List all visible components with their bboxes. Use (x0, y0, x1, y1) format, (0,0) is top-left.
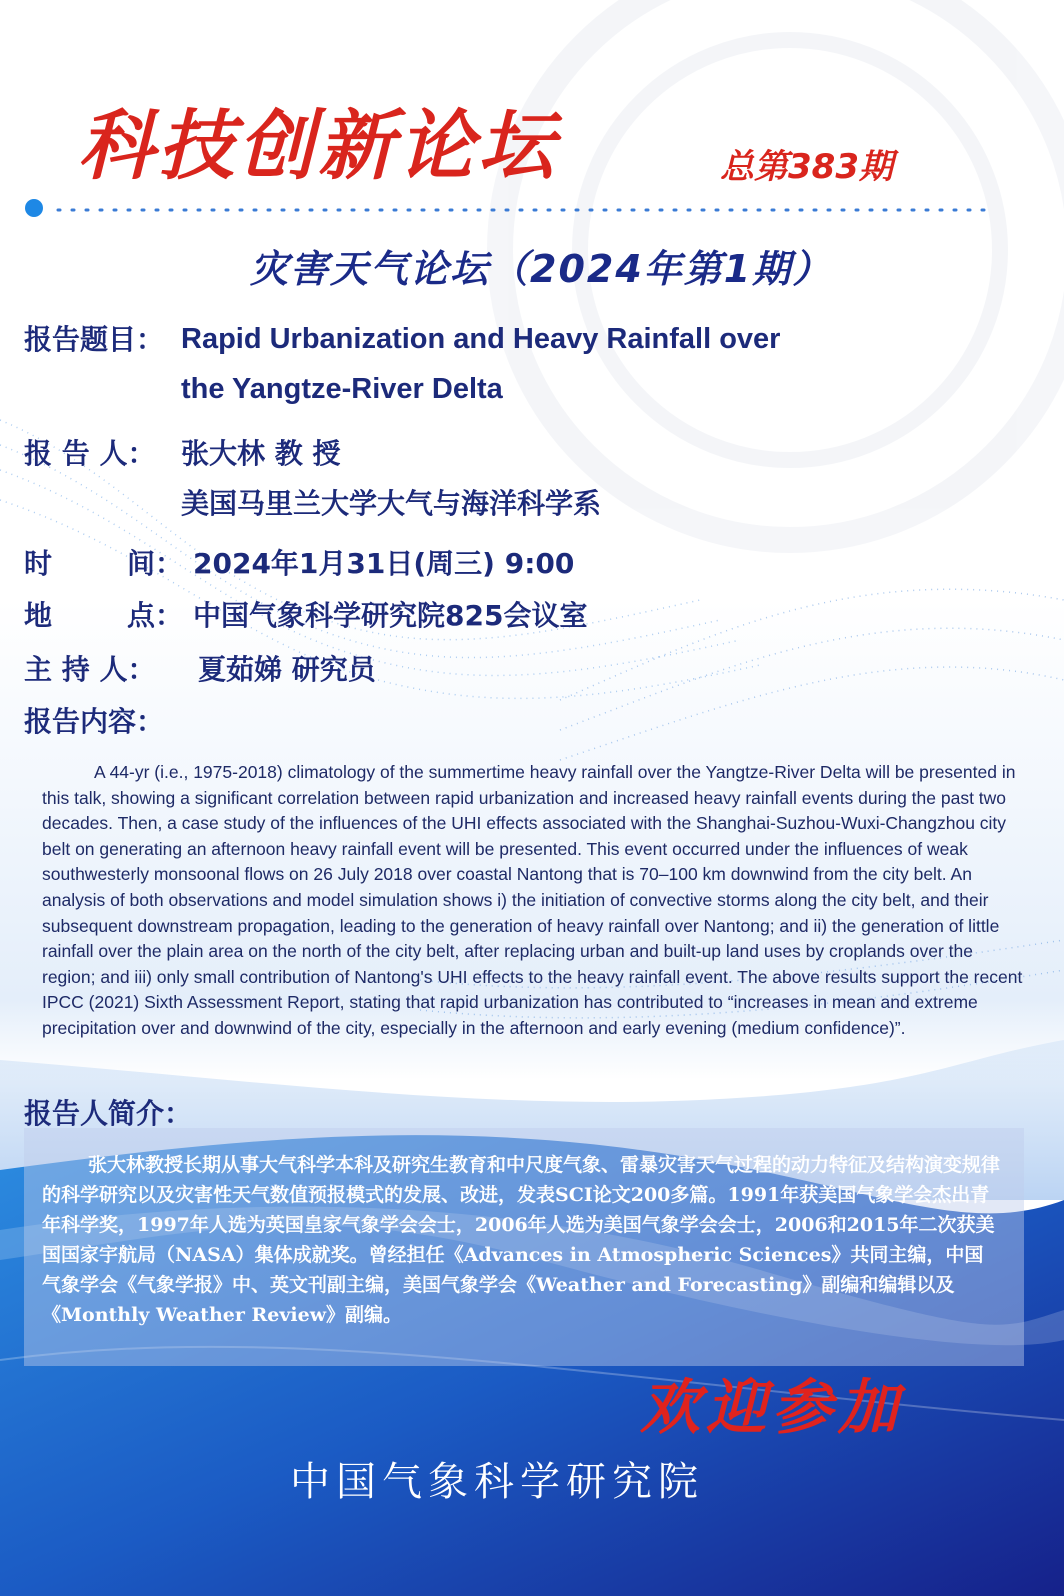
place-label-b: 点： (127, 599, 184, 632)
time-label-b: 间： (127, 547, 184, 580)
abstract-paragraph: A 44-yr (i.e., 1975-2018) climatology of the summertime heavy rainfall over the Yangtze-River Delta will be presented in this talk, showing a significant correlation between rapid urbanization and increased heavy rainfall events during the past two decades. Then, a case study of the influences of the UHI effects associated with the Shanghai-Suzhou-Wuxi-Changzhou city belt on generating an afternoon heavy rainfall event will be presented. This event occurred under the influences of weak southwesterly monsoonal flows on 26 July 2018 over coastal Nantong that is 70–100 km downwind from the city belt. An analysis of both observations and model simulation shows i) the initiation of convective storms along the city belt, and their subsequent downstream propagation, leading to the generation of heavy rainfall over Nantong; and ii) the generation of little rainfall over the plain area on the north of the city belt, after replacing urban and built-up land uses by croplands over the region; and iii) only small contribution of Nantong's UHI effects to the heavy rainfall event. The above results support the recent IPCC (2021) Sixth Assessment Report, stating that rapid urbanization has contributed to “increases in mean and extreme precipitation over and downwind of the city, especially in the afternoon and early evening (medium confidence)”. (42, 762, 1023, 1038)
topic-line2: the Yangtze-River Delta (181, 373, 503, 405)
main-title: 科技创新论坛 (78, 101, 558, 190)
bio-paragraph: 张大林教授长期从事大气科学本科及研究生教育和中尺度气象、雷暴灾害天气过程的动力特征及结构演变规律的科学研究以及灾害性天气数值预报模式的发展、改进，发表SCI论文200多篇。1991年获美国气象学会杰出青年科学奖，1997年人选为英国皇家气象学会会士，2006年人选为美国气象学会会士，2006和2015年二次获美国国家宇航局（NASA）集体成就奖。曾经担任《Advances in Atmospheric Sciences》共同主编，中国气象学会《气象学报》中、英文刊副主编，美国气象学会《Weather and Forecasting》副编和编辑以及《Monthly Weather Review》副编。 (42, 1154, 1001, 1326)
place-value: 中国气象科学研究院825会议室 (193, 599, 588, 632)
issue-number: 总第383期 (720, 147, 893, 187)
topic-line1: Rapid Urbanization and Heavy Rainfall over (181, 323, 781, 355)
speaker-affiliation: 美国马里兰大学大气与海洋科学系 (181, 487, 602, 520)
abstract-heading: 报告内容： (24, 705, 165, 738)
host-label: 主 持 人： (24, 653, 156, 686)
time-label-a: 时 (24, 547, 53, 580)
speaker-name: 张大林 教 授 (181, 437, 341, 470)
speaker-label: 报 告 人： (24, 437, 156, 470)
host-value: 夏茹娣 研究员 (198, 653, 376, 686)
institute-name: 中国气象科学研究院 (290, 1459, 704, 1505)
topic-label: 报告题目： (24, 323, 165, 356)
bio-text (42, 1150, 1002, 1330)
time-value: 2024年1月31日(周三) 9:00 (193, 547, 575, 580)
place-label-a: 地 (24, 599, 53, 632)
abstract-text (42, 760, 1027, 1042)
sub-title: 灾害天气论坛（2024年第1期） (250, 247, 833, 291)
welcome-text: 欢迎参加 (640, 1373, 904, 1443)
bio-heading: 报告人简介： (24, 1097, 193, 1130)
